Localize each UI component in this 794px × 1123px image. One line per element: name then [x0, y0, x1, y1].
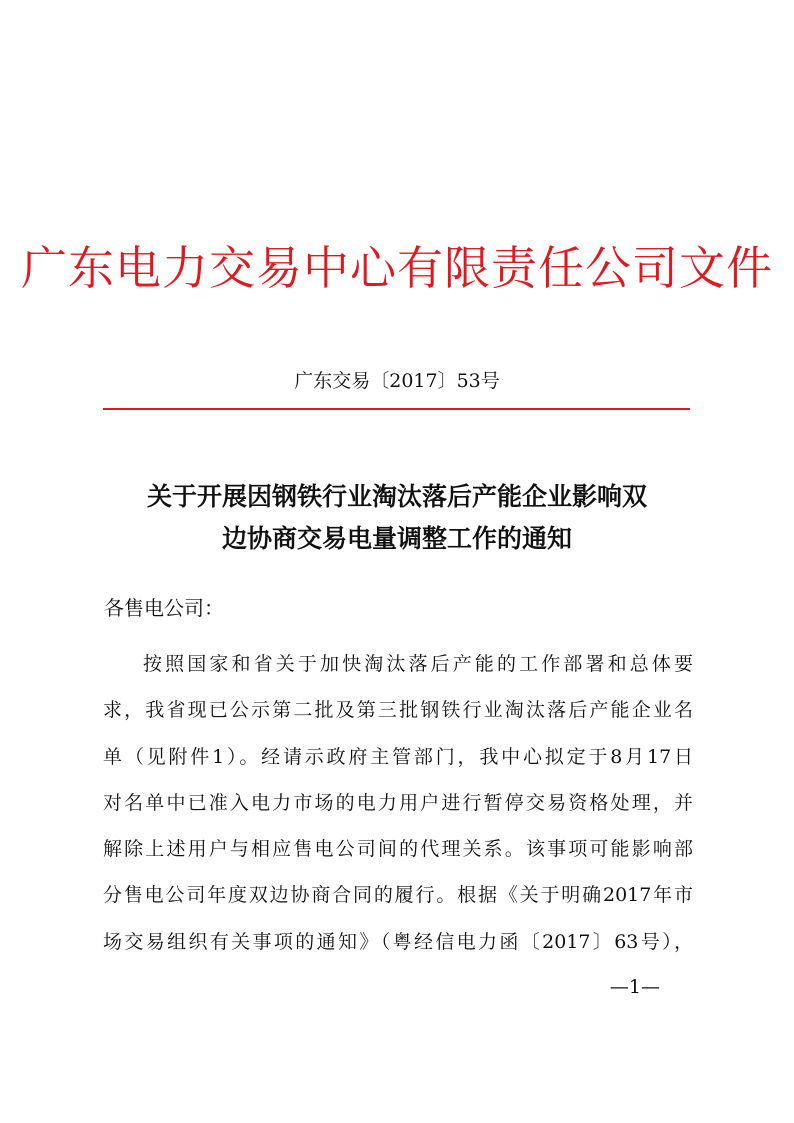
- body-line: 场交易组织有关事项的通知》（粤经信电力函〔2017〕63号），: [103, 930, 693, 953]
- title-line: 关于开展因钢铁行业淘汰落后产能企业影响双: [146, 482, 647, 511]
- document-number: 广东交易〔2017〕53号: [294, 370, 500, 392]
- title-line: 边协商交易电量调整工作的通知: [221, 524, 572, 553]
- body-line: 分售电公司年度双边协商合同的履行。根据《关于明确2017年市: [103, 884, 693, 907]
- salutation: 各售电公司：: [104, 596, 224, 620]
- body-line: 求，我省现已公示第二批及第三批钢铁行业淘汰落后产能企业名: [103, 699, 693, 722]
- page-number: —1—: [609, 976, 660, 998]
- body-line: 单（见附件1）。经请示政府主管部门，我中心拟定于8月17日: [103, 745, 693, 768]
- document-title: [70, 476, 724, 560]
- document-masthead: 广东电力交易中心有限责任公司文件: [21, 241, 773, 295]
- body-paragraph: [103, 641, 693, 965]
- body-line: 解除上述用户与相应售电公司间的代理关系。该事项可能影响部: [103, 838, 693, 861]
- body-line: 按照国家和省关于加快淘汰落后产能的工作部署和总体要: [143, 653, 693, 675]
- red-separator-line: [103, 408, 690, 410]
- body-line: 对名单中已准入电力市场的电力用户进行暂停交易资格处理，并: [103, 791, 693, 814]
